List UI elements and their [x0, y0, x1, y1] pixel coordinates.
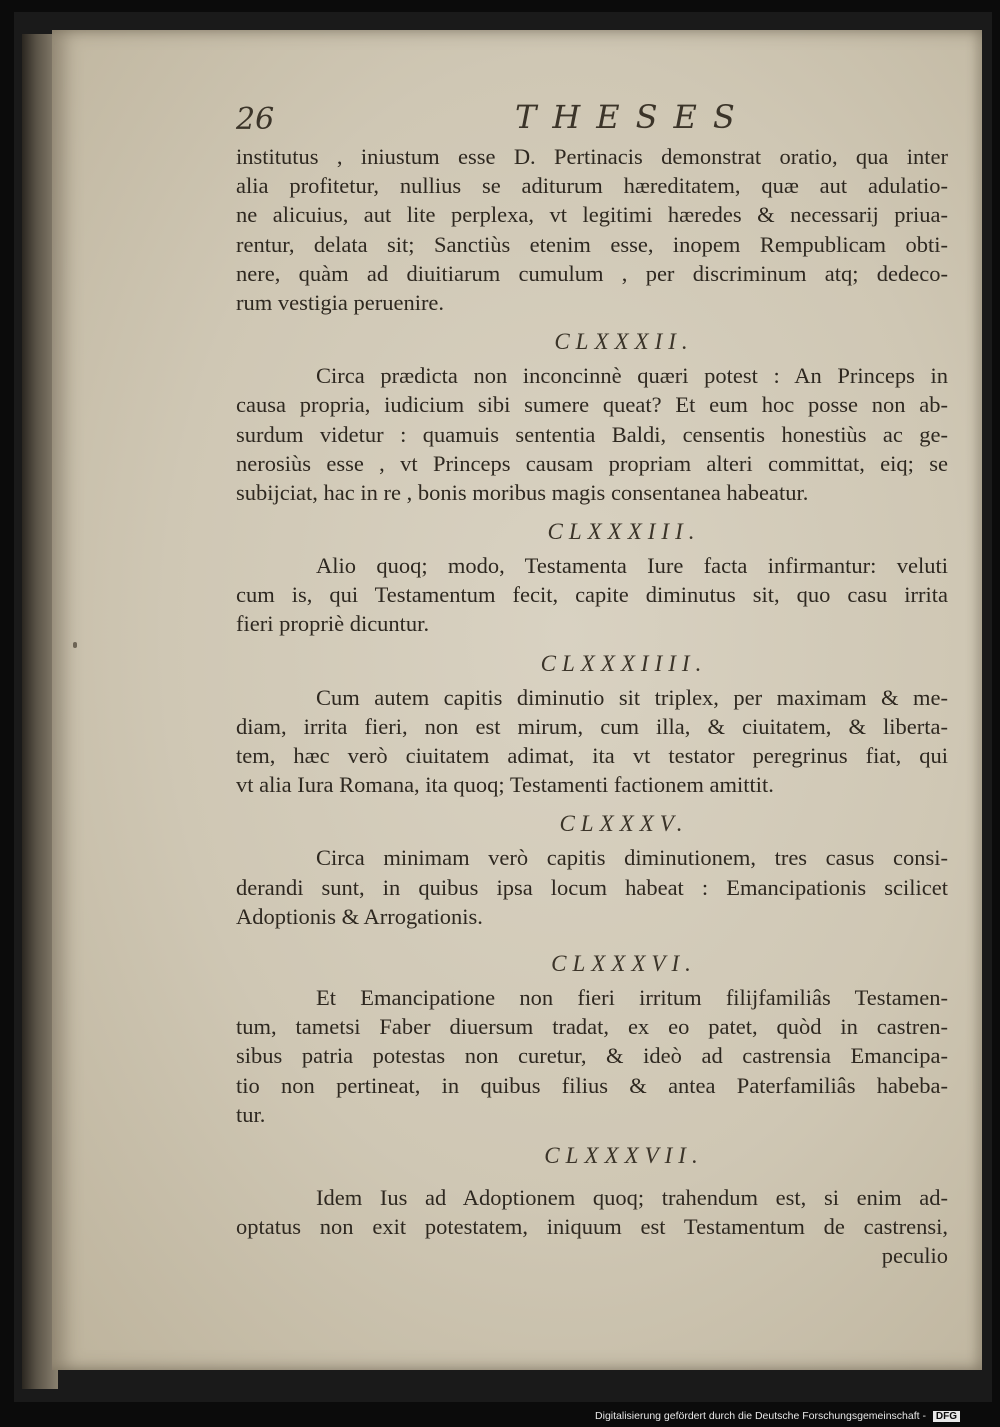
text-line: nerosiùs esse , vt Princeps causam propriam alteri committat, eiq; se — [236, 450, 948, 476]
text-line: ne alicuius, aut lite perplexa, vt legitimi hæredes & necessarij priua- — [236, 202, 948, 228]
thesis-heading: CLXXXIII. — [547, 519, 701, 545]
text-line: alia profitetur, nullius se aditurum hæreditatem, quæ aut adulatio- — [236, 173, 948, 199]
text-line: cum is, qui Testamentum fecit, capite diminutus sit, quo casu irrita — [236, 582, 948, 608]
text-line: tio non pertineat, in quibus filius & antea Paterfamiliâs habeba- — [236, 1072, 948, 1098]
text-line: sibus patria potestas non curetur, & ideò ad castrensia Emancipa- — [236, 1043, 948, 1069]
text-line: Cum autem capitis diminutio sit triplex, per maximam & me- — [316, 684, 948, 710]
text-line: Circa minimam verò capitis diminutionem, tres casus consi- — [316, 845, 948, 871]
text-line: tum, tametsi Faber diuersum tradat, ex eo patet, quòd in castren- — [236, 1014, 948, 1040]
text-line: rentur, delata sit; Sanctiùs etenim esse, inopem Rempublicam obti- — [236, 231, 948, 257]
body-text — [236, 142, 948, 1270]
text-line: subijciat, hac in re , bonis moribus magis consentanea habeatur. — [236, 479, 809, 505]
text-line: tem, hæc verò ciuitatem adimat, ita vt testator peregrinus fiat, qui — [236, 743, 948, 768]
thesis-heading: CLXXXVI. — [551, 950, 697, 976]
footer-text: Digitalisierung gefördert durch die Deutsche Forschungsgemeinschaft - — [595, 1410, 926, 1422]
text-line: tur. — [236, 1101, 266, 1127]
text-line: optatus non exit potestatem, iniquum est Testamentum de castrensi, — [236, 1214, 948, 1240]
text-line: fieri propriè dicuntur. — [236, 611, 430, 637]
text-line: nere, quàm ad diuitiarum cumulum , per discriminum atq; dedeco- — [236, 260, 948, 286]
page-stain — [73, 642, 77, 648]
text-line: institutus , iniustum esse D. Pertinacis demonstrat oratio, qua inter — [236, 144, 948, 169]
text-line: Circa prædicta non inconcinnè quæri potest : An Princeps in — [316, 363, 948, 389]
page-number: 26 — [236, 102, 275, 137]
text-line: Adoptionis & Arrogationis. — [236, 903, 483, 929]
thesis-heading: CLXXXII. — [554, 329, 694, 355]
text-line: Alio quoq; modo, Testamenta Iure facta infirmantur: veluti — [316, 553, 948, 579]
text-line: causa propria, iudicium sibi sumere queat? Et eum hoc posse non ab- — [236, 392, 948, 418]
thesis-heading: CLXXXVII. — [544, 1142, 704, 1168]
text-line: Idem Ius ad Adoptionem quoq; trahendum est, si enim ad- — [316, 1184, 948, 1210]
dfg-logo-icon: DFG — [933, 1411, 960, 1422]
text-line: diam, irrita fieri, non est mirum, cum illa, & ciuitatem, & liberta- — [236, 713, 948, 739]
digitization-footer — [595, 1410, 960, 1422]
text-line: vt alia Iura Romana, ita quoq; Testamenti factionem amittit. — [236, 772, 774, 798]
thesis-heading: CLXXXIIII. — [540, 650, 708, 676]
thesis-heading: CLXXXV. — [559, 811, 689, 837]
text-line: Et Emancipatione non fieri irritum filijfamiliâs Testamen- — [316, 984, 948, 1010]
text-line: derandi sunt, in quibus ipsa locum habeat : Emancipationis scilicet — [236, 874, 948, 900]
text-line: surdum videtur : quamuis sententia Baldi, censentis honestiùs ac ge- — [236, 421, 948, 447]
text-line: rum vestigia peruenire. — [236, 289, 445, 315]
running-head: THESES — [515, 98, 751, 136]
catchword: peculio — [881, 1243, 948, 1269]
